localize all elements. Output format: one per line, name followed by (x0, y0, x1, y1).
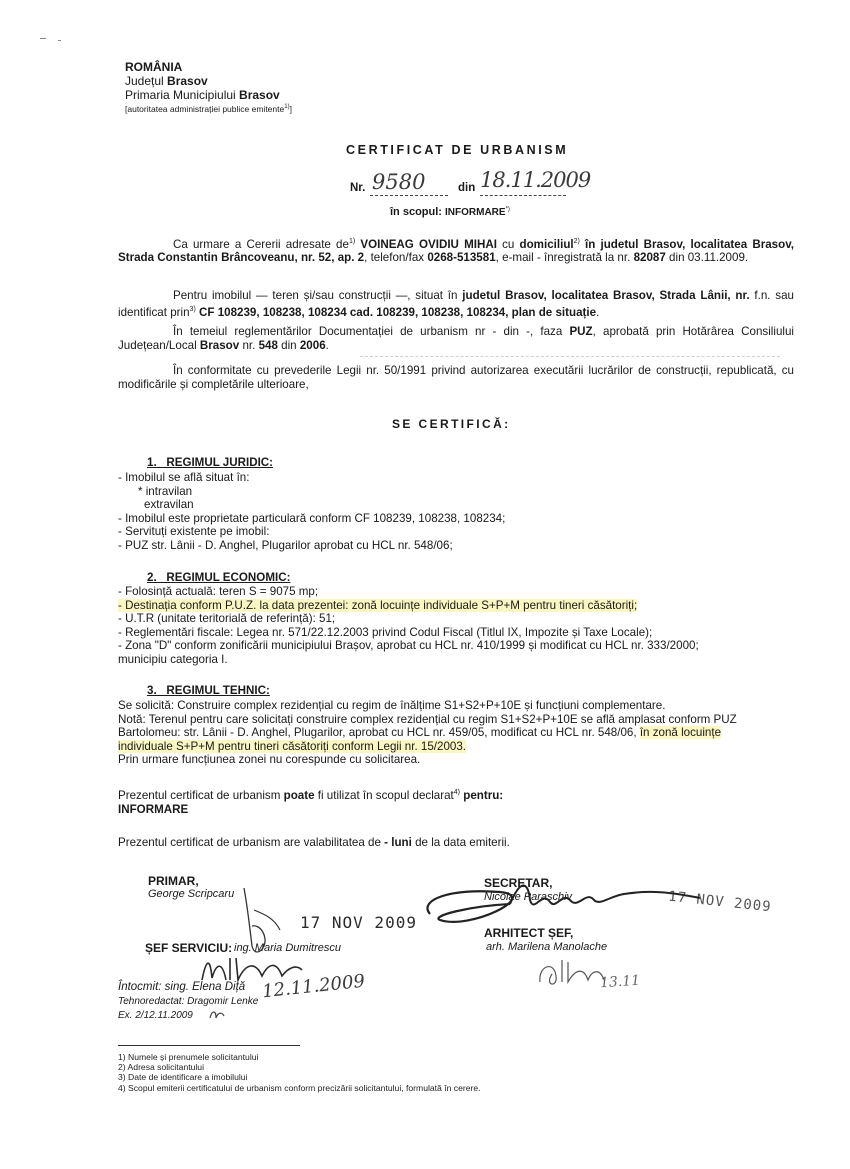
footnote-separator (118, 1045, 300, 1046)
din-label: din (458, 182, 476, 194)
mayor-signature (230, 880, 290, 960)
scope-line: în scopul: INFORMARE*) (390, 206, 510, 218)
municipality-line: Primaria Municipiului Brasov (125, 88, 280, 102)
copies-note: Ex. 2/12.11.2009 (118, 1010, 193, 1021)
list-item: extravilan (144, 498, 194, 512)
footnotes (118, 1052, 481, 1093)
request-paragraph: Ca urmare a Cererii adresate $de^{1)}$ VOINEAG OVIDIU MIHAI cu domiciliul$^{2)}$ în judetul Brasov, localitatea Brasov, Strada Constantin Brâncoveanu, nr. 52, ap. 2, telefon/fax 0268-513581, e-mail - înregistrată la nr. 82087 din 03.11.2009. (118, 237, 795, 265)
architect-name: arh. Marilena Manolache (486, 941, 608, 953)
drafted-by: Întocmit: sing. Elena Diță (118, 981, 246, 993)
highlighted-text: - Destinația conform P.U.Z. la data prezentei: zonă locuințe individuale S+P+M pentru tineri căsătoriți; (118, 598, 638, 612)
issuer-header (125, 60, 292, 115)
date-value: 18.11.2009 (480, 168, 591, 192)
list-item (118, 740, 818, 754)
list-item: Bartolomeu: str. Lânii - D. Anghel, Plugarilor, aprobat cu HCL nr. 459/05, modificat cu HCL nr. 548/06, în zonă locuințe (118, 726, 722, 740)
date-stamp: 17 NOV 2009 (300, 913, 417, 932)
handwritten-date: 12.11.2009 (261, 970, 366, 1003)
section-tehnic-list (118, 699, 818, 767)
list-item (118, 599, 758, 613)
list-item: - Servituți existente pe imobil: (118, 525, 270, 539)
section-juridic-title: 1. REGIMUL JURIDIC: (147, 456, 274, 469)
secretary-signature (410, 870, 710, 940)
date-stamp: 17 NOV 2009 (667, 888, 773, 916)
architect-title: ARHITECT ȘEF, (484, 926, 574, 940)
certifies-heading: SE CERTIFICĂ: (392, 417, 511, 431)
legal-basis-paragraph: În conformitate cu prevederile Legii nr. 50/1991 privind autorizarea executării lucrărilor de construcții, republicată, cu modificările și completările ulterioare, (118, 364, 794, 391)
document-title: CERTIFICAT DE URBANISM (346, 143, 569, 157)
secretary-name: Nicolae Paraschiv (484, 891, 573, 903)
list-item: Prin urmare funcțiunea zonei nu corespunde cu solicitarea. (118, 753, 421, 767)
country-label: ROMÂNIA (125, 60, 183, 74)
nr-value: 9580 (372, 170, 426, 194)
applicant-name: VOINEAG OVIDIU MIHAI (360, 237, 497, 251)
nr-label: Nr. (350, 182, 366, 194)
list-item: Se solicită: Construire complex rezidențial cu regim de înălțime S1+S2+P+10E și funcțiuni complementare. (118, 699, 666, 712)
footnote-item: 2) Adresa solicitantului (118, 1062, 204, 1073)
mayor-title: PRIMAR, (148, 874, 199, 888)
list-item: - Imobilul este proprietate particulară conform CF 108239, 108238, 108234; (118, 511, 506, 525)
section-juridic-list (118, 471, 758, 553)
date-underline (480, 195, 566, 196)
list-item: - Reglementări fiscale: Legea nr. 571/22.12.2003 privind Codul Fiscal (Titlul IX, Impozite și Taxe Locale); (118, 625, 653, 639)
list-item: - Imobilul se află situat în: (118, 471, 250, 484)
footnote-item: 4) Scopul emiterii certificatului de urbanism conform precizării solicitantului, formulată în cerere. (118, 1082, 481, 1093)
county-line: Județul Brasov (125, 74, 208, 88)
scan-speck (58, 40, 61, 41)
section-tehnic-title: 3. REGIMUL TEHNIC: (147, 684, 270, 697)
head-of-service-name: ing. Maria Dumitrescu (234, 942, 341, 954)
head-of-service-title: ȘEF SERVICIU: (145, 941, 233, 955)
highlighted-text: individuale S+P+M pentru tineri căsătoriți conform Legii nr. 15/2003. (118, 739, 467, 753)
validity-statement: Prezentul certificat de urbanism are valabilitatea de - luni de la data emiterii. (118, 836, 510, 849)
nr-underline (370, 195, 448, 196)
secretary-title: SECRETAR, (484, 876, 553, 890)
usage-value: INFORMARE (118, 802, 189, 816)
list-item: - PUZ str. Lânii - D. Anghel, Plugarilor aprobat cu HCL nr. 548/06; (118, 538, 453, 552)
number-line (350, 170, 610, 200)
tehnoredactat: Tehnoredactat: Dragomir Lenke (118, 996, 259, 1007)
footnote-item: 1) Numele și prenumele solicitantului (118, 1052, 259, 1062)
list-item: * intravilan (138, 484, 193, 498)
highlighted-text: în zonă locuințe (639, 726, 722, 740)
property-paragraph: Pentru imobilul — teren și/sau construcții —, situat în judetul Brasov, localitatea Brasov, Strada Lânii, nr. f.n. sau identificat prin$^{3)}$ CF 108239, 108238, 108234 cad. 108239, 108238, 108234, plan de situație. (118, 289, 795, 319)
list-item: - U.T.R (unitate teritorială de referință): 51; (118, 612, 336, 626)
authority-note: [autoritatea administrației publice emitente$^{1)}$] (125, 103, 292, 114)
section-economic-title: 2. REGIMUL ECONOMIC: (147, 571, 291, 584)
initials-mark (208, 1008, 226, 1022)
scan-speck (40, 38, 46, 39)
urbanism-basis-paragraph: În temeiul reglementărilor Documentației de urbanism nr - din -, faza PUZ, aprobată prin Hotărârea Consiliului Județean/Local Brasov nr. 548 din 2006. (118, 325, 794, 352)
list-item: Notă: Terenul pentru care solicitați construire complex rezidențial cu regim S1+S2+P+10E se află amplasat conform PUZ (118, 712, 737, 726)
handwritten-initials: 13.11 (599, 972, 641, 992)
mayor-name: George Scripcaru (148, 888, 235, 900)
footnote-item: 3) Date de identificare a imobilului (118, 1072, 248, 1083)
list-item: municipiu categoria I. (118, 652, 228, 666)
usage-statement: Prezentul certificat de urbanism poate fi utilizat în scopul declarat$^{4)}$ pentru: INFORMARE (118, 788, 504, 816)
scan-line (360, 356, 780, 357)
list-item: - Folosință actuală: teren S = 9075 mp; (118, 585, 319, 598)
section-economic-list (118, 585, 758, 667)
list-item: - Zona "D" conform zonificării municipiului Brașov, aprobat cu HCL nr. 410/1999 și modificat cu HCL nr. 333/2000; (118, 639, 699, 653)
